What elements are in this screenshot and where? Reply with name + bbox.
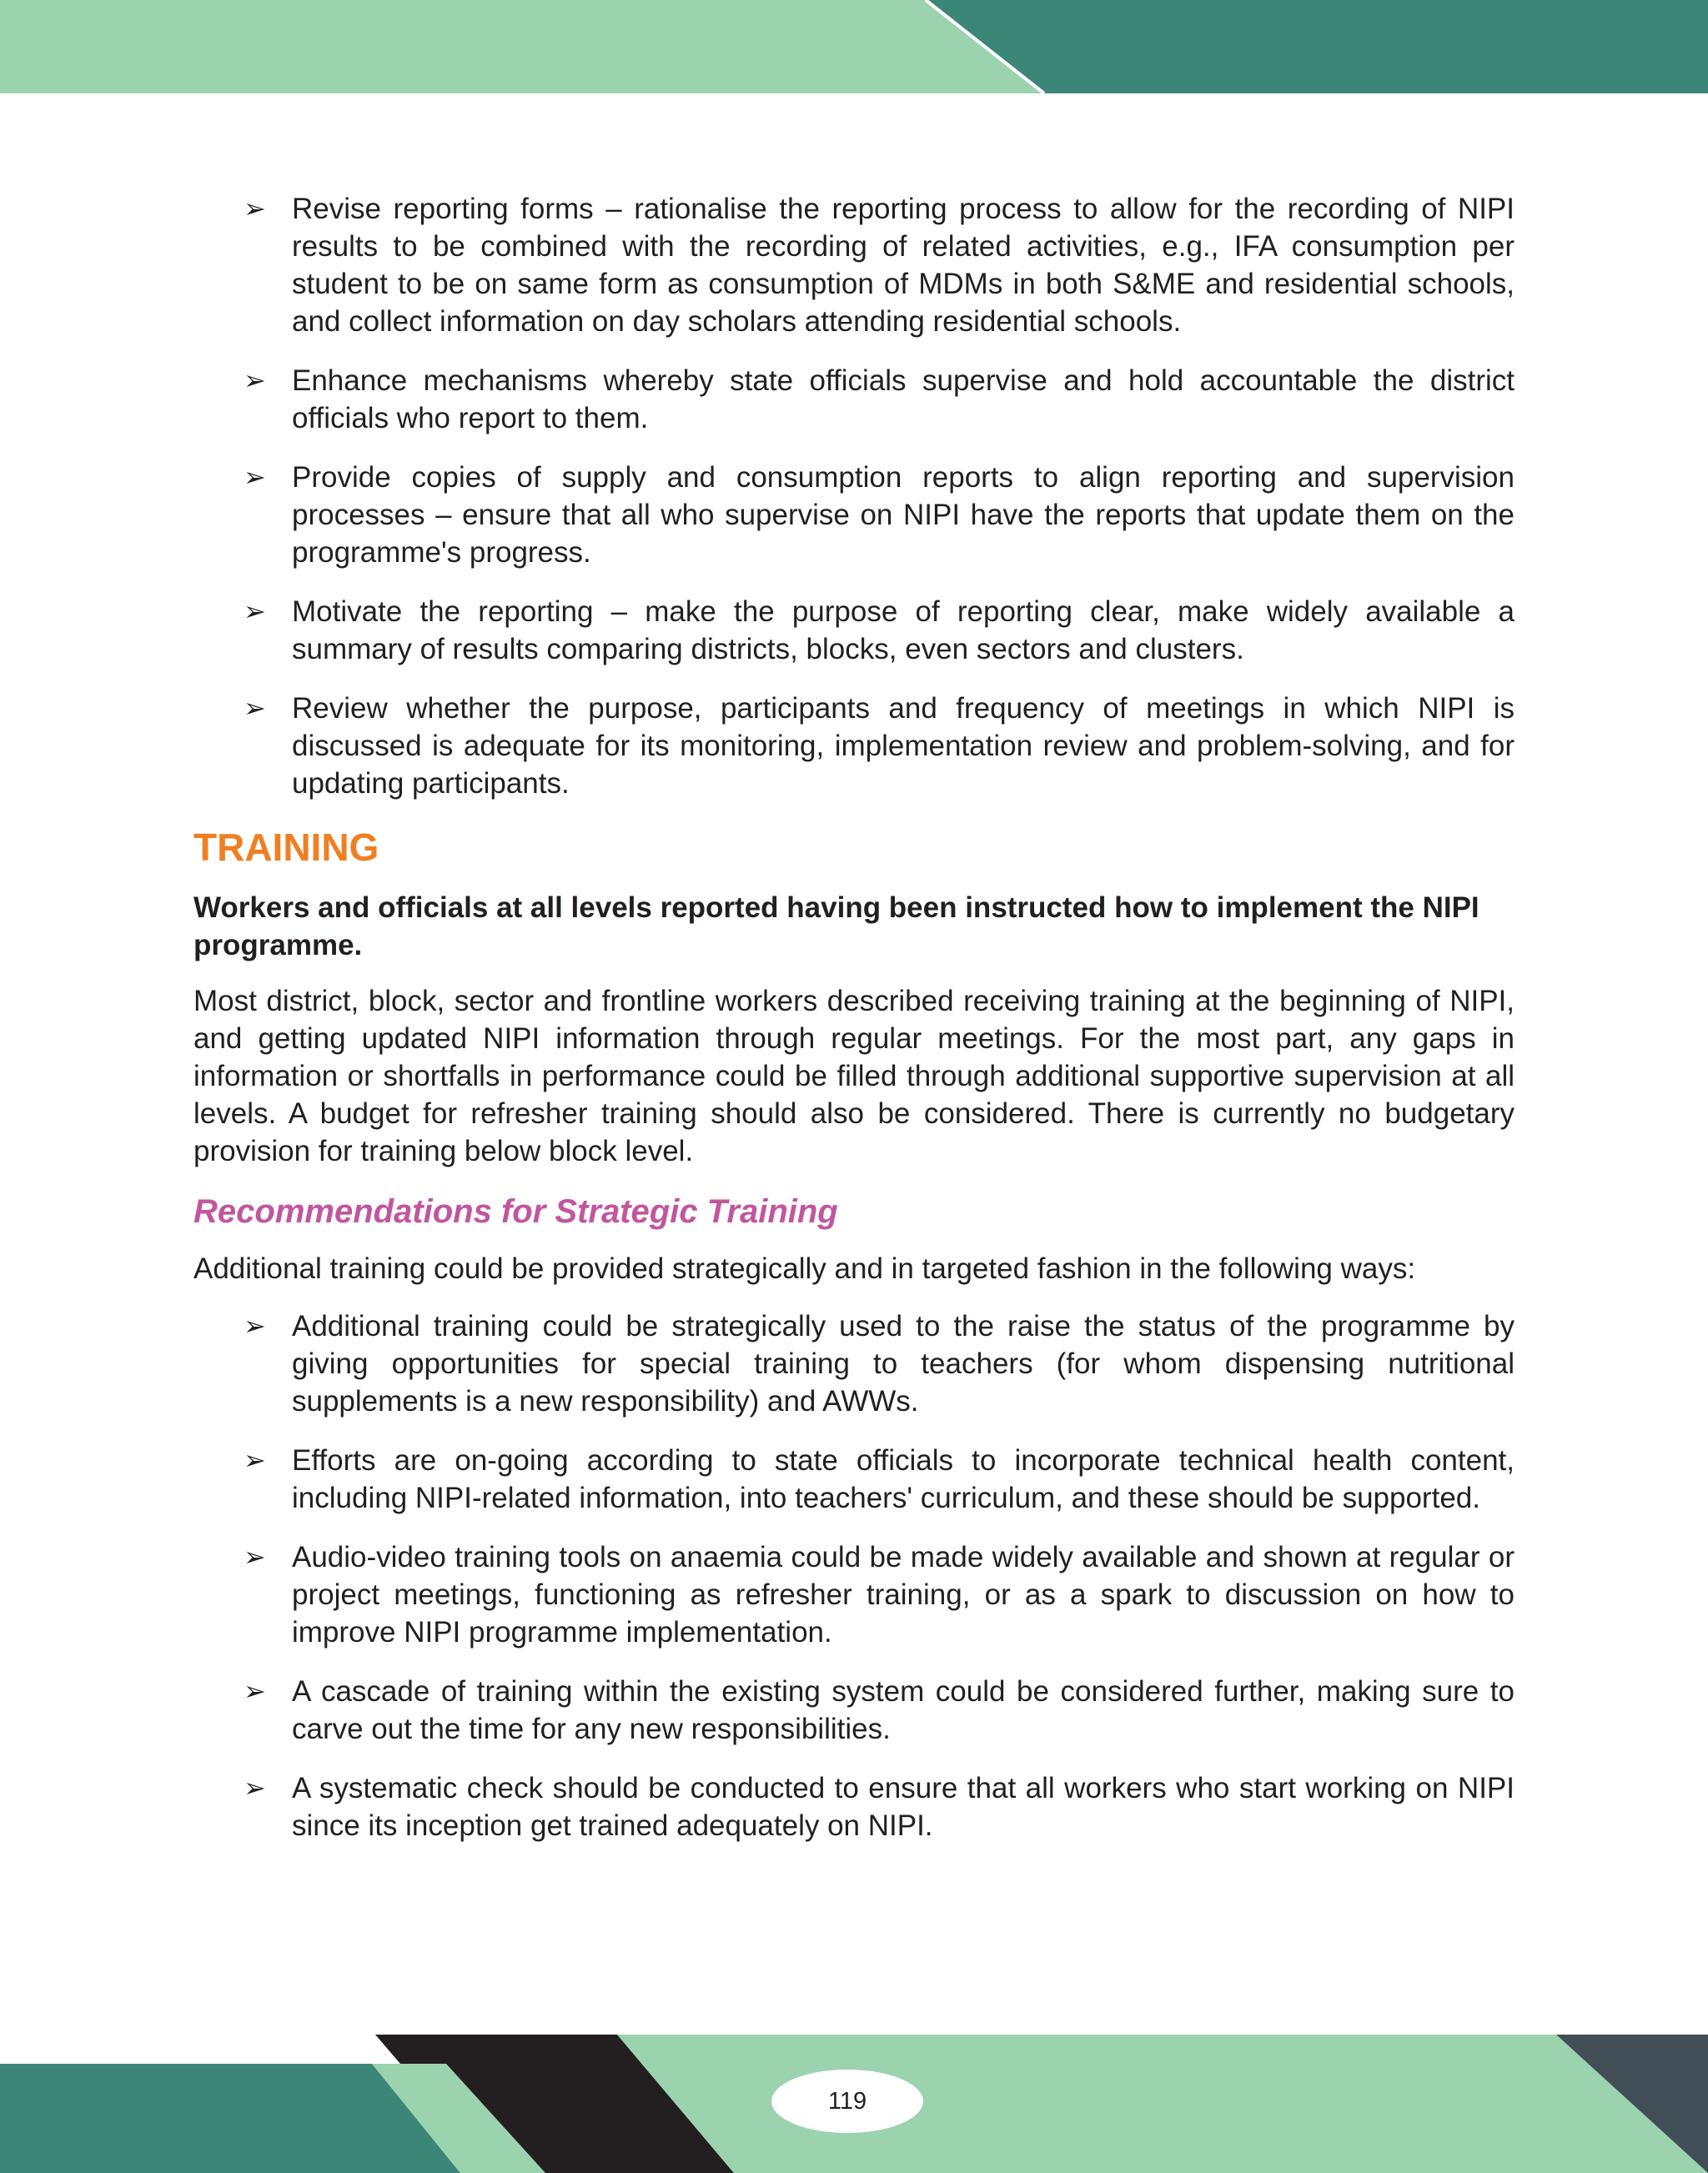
arrowhead-icon: ➢ (244, 461, 266, 493)
list-item: ➢ Revise reporting forms – rationalise the reporting process to allow for the recording of NIPI results to be combined with the recording of related activities, e.g., IFA consumption per student to be on same form as consumption of MDMs in both S&ME and residential schools, and collect information on day scholars attending residential schools. (193, 190, 1515, 340)
list-item: ➢ Review whether the purpose, participants and frequency of meetings in which NIPI is discussed is adequate for its monitoring, implementation review and problem-solving, and for updating participants. (193, 690, 1515, 802)
list-item: ➢ Provide copies of supply and consumption reports to align reporting and supervision processes – ensure that all who supervise on NIPI have the reports that update them on the programme's progress. (193, 459, 1515, 571)
list-item: ➢ Efforts are on-going according to state officials to incorporate technical health content, including NIPI-related information, into teachers' curriculum, and these should be supported. (193, 1442, 1515, 1517)
list-item: ➢ Additional training could be strategically used to the raise the status of the programme by giving opportunities for special training to teachers (for whom dispensing nutritional supplements is a new responsibility) and AWWs. (193, 1307, 1515, 1420)
list-item: ➢ A systematic check should be conducted to ensure that all workers who start working on NIPI since its inception get trained adequately on NIPI. (193, 1769, 1515, 1844)
recommendations-heading: Recommendations for Strategic Training (193, 1193, 838, 1230)
arrowhead-icon: ➢ (244, 1675, 266, 1707)
arrowhead-icon: ➢ (244, 1444, 266, 1476)
list-item: ➢ Audio-video training tools on anaemia could be made widely available and shown at regular or project meetings, functioning as refresher training, or as a spark to discussion on how to improve NIPI programme implementation. (193, 1538, 1515, 1651)
training-lead: Workers and officials at all levels reported having been instructed how to implement the NIPI programme. (193, 891, 1479, 961)
list-item: ➢ Motivate the reporting – make the purpose of reporting clear, make widely available a summary of results comparing districts, blocks, even sectors and clusters. (193, 593, 1515, 668)
page-number: 119 (771, 2070, 923, 2133)
arrowhead-icon: ➢ (244, 1772, 266, 1804)
arrowhead-icon: ➢ (244, 692, 266, 724)
list-item: ➢ A cascade of training within the existing system could be considered further, making sure to carve out the time for any new responsibilities. (193, 1673, 1515, 1748)
reporting-recommendations-list (193, 190, 1515, 802)
arrowhead-icon: ➢ (244, 193, 266, 224)
arrowhead-icon: ➢ (244, 595, 266, 627)
arrowhead-icon: ➢ (244, 1310, 266, 1342)
page-content (193, 190, 1515, 1866)
recommendations-intro: Additional training could be provided strategically and in targeted fashion in the following ways: (193, 1252, 1416, 1285)
arrowhead-icon: ➢ (244, 364, 266, 396)
training-body: Most district, block, sector and frontline workers described receiving training at the beginning of NIPI, and getting updated NIPI information through regular meetings. For the most part, any gaps in information or shortfalls in performance could be filled through additional supportive supervision at all levels. A budget for refresher training should also be considered. There is currently no budgetary provision for training below block level. (193, 985, 1515, 1167)
training-recommendations-list (193, 1307, 1515, 1844)
list-item: ➢ Enhance mechanisms whereby state officials supervise and hold accountable the district officials who report to them. (193, 362, 1515, 437)
top-banner (0, 0, 1708, 93)
training-heading: TRAINING (193, 826, 379, 869)
arrowhead-icon: ➢ (244, 1541, 266, 1573)
